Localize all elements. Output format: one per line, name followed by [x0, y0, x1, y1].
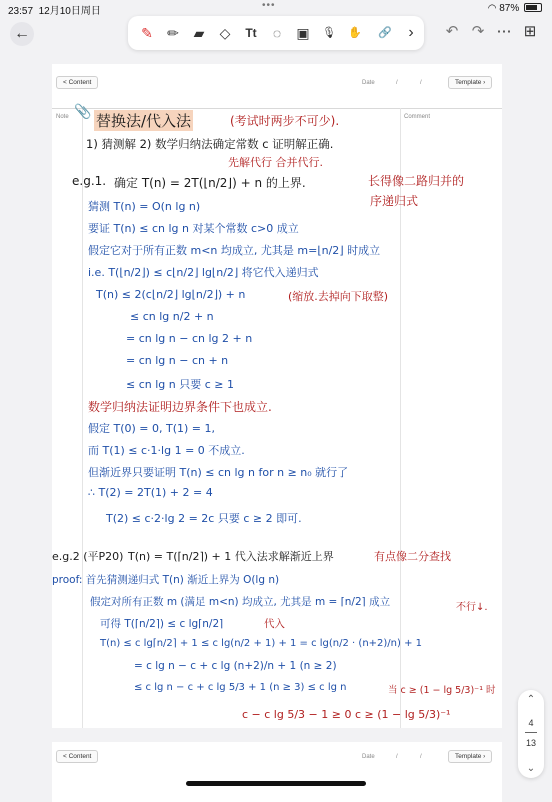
hand-icon[interactable]: ✋	[348, 27, 362, 39]
battery-icon	[524, 3, 542, 12]
derivation-line-4: = cn lg n − cn + n	[126, 354, 229, 367]
proof-line-6: ≤ c lg n − c + c lg 5/3 + 1 (n ≥ 3) ≤ c lg n	[134, 682, 347, 693]
next-notebook-page[interactable]	[52, 742, 502, 802]
more-tools-icon[interactable]: ›	[408, 24, 414, 41]
current-page-number: 4	[528, 718, 534, 728]
proof-line-7: c − c lg 5/3 − 1 ≥ 0 c ≥ (1 − lg 5/3)⁻¹	[242, 708, 451, 721]
goal-line: 要证 T(n) ≤ cn lg n 对某个常数 c>0 成立	[88, 222, 299, 235]
note-title: 替换法/代入法	[96, 112, 192, 130]
proof-remark: 不行↓.	[456, 602, 488, 613]
notebook-page[interactable]	[52, 64, 502, 728]
example1-label: e.g.1.	[72, 174, 107, 188]
status-bar	[0, 0, 552, 16]
derivation-line-3: = cn lg n − cn lg 2 + n	[126, 332, 253, 345]
home-indicator[interactable]	[186, 781, 366, 786]
proof-line-4: T(n) ≤ c lg⌈n/2⌉ + 1 ≤ c lg(n/2 + 1) + 1 = c lg(n/2 · (n+2)/n) + 1	[100, 638, 423, 649]
pencil-icon[interactable]: ✏	[167, 25, 179, 41]
date-slash-1: /	[396, 80, 398, 86]
date-slash-page2-2: /	[420, 754, 422, 760]
microphone-icon[interactable]: 🎙	[322, 27, 336, 39]
template-button[interactable]: Template ›	[448, 76, 492, 89]
status-right	[488, 2, 542, 14]
more-options-icon[interactable]: ⋯	[496, 23, 512, 40]
page-fraction-divider	[525, 732, 537, 733]
battery-percent: 87%	[499, 3, 520, 14]
image-icon[interactable]: ▣	[296, 25, 310, 41]
pen-icon[interactable]: ✎	[141, 25, 153, 41]
text-tool-icon[interactable]: Tt	[245, 26, 257, 40]
date-slash-page2-1: /	[396, 754, 398, 760]
wifi-icon: ◠	[487, 3, 497, 14]
ex1-side-note-2: 序递归式	[370, 194, 419, 208]
redo-icon[interactable]: ↷	[471, 23, 485, 40]
page-navigator	[518, 690, 544, 778]
example2-label: e.g.2 (平P20)	[52, 550, 124, 563]
date-slash-2: /	[420, 80, 422, 86]
t2-bound-line: T(2) ≤ c·2·lg 2 = 2c 只要 c ≥ 2 即可.	[106, 512, 302, 525]
example2-statement: T(n) = T(⌈n/2⌉) + 1 代入法求解渐近上界	[128, 550, 334, 563]
note-column-label: Note	[56, 114, 69, 120]
link-icon[interactable]: 🔗	[378, 27, 392, 39]
assume-line: 假定它对于所有正数 m<n 均成立, 尤其是 m=⌊n/2⌋ 时成立	[88, 244, 381, 257]
status-date: 12月10日周日	[38, 6, 101, 17]
derivation-line-5: ≤ cn lg n 只要 c ≥ 1	[126, 378, 234, 391]
derivation-line-1: T(n) ≤ 2(c⌊n/2⌋ lg⌊n/2⌋) + n	[96, 288, 246, 301]
scaling-remark: (缩放.去掉向下取整)	[288, 290, 389, 303]
header-rule	[52, 108, 502, 109]
proof-condition: 当 c ≥ (1 − lg 5/3)⁻¹ 时	[388, 685, 496, 696]
proof-line-5: = c lg n − c + c lg (n+2)/n + 1 (n ≥ 2)	[134, 660, 337, 672]
page-grid-icon[interactable]: ⊞	[523, 23, 537, 40]
asymptotic-line: 但渐近界只要证明 T(n) ≤ cn lg n for n ≥ n₀ 就行了	[88, 466, 349, 479]
substitute-remark: 代入	[264, 618, 285, 630]
example1-statement: 确定 T(n) = 2T(⌊n/2⌋) + n 的上界.	[114, 176, 306, 190]
base-case-line: 假定 T(0) = 0, T(1) = 1,	[88, 422, 216, 435]
date-label: Date	[362, 80, 375, 86]
page-up-icon[interactable]: ⌃	[526, 694, 536, 705]
contents-button-page2[interactable]: < Content	[56, 750, 98, 763]
status-time: 23:57	[8, 6, 34, 17]
date-label-page2: Date	[362, 754, 375, 760]
status-time-date	[8, 2, 101, 17]
highlighter-icon[interactable]: ▰	[193, 25, 205, 41]
page-down-icon[interactable]: ⌄	[526, 763, 536, 774]
derivation-line-2: ≤ cn lg n/2 + n	[130, 310, 214, 323]
tool-palette	[128, 16, 424, 50]
multitask-dots-icon[interactable]: •••	[262, 0, 276, 11]
ex1-side-note: 长得像二路归并的	[368, 174, 465, 188]
total-pages: 13	[525, 738, 536, 748]
template-button-page2[interactable]: Template ›	[448, 750, 492, 763]
proof-line-1: proof: 首先猜测递归式 T(n) 渐近上界为 O(lg n)	[52, 574, 280, 586]
substitute-line: i.e. T(⌊n/2⌋) ≤ c⌊n/2⌋ lg⌊n/2⌋ 将它代入递归式	[88, 266, 319, 279]
t2-value-line: ∴ T(2) = 2T(1) + 2 = 4	[88, 486, 213, 499]
undo-icon[interactable]: ↶	[445, 23, 459, 40]
method-steps: 1) 猜测解 2) 数学归纳法确定常数 c 证明解正确.	[86, 137, 334, 151]
back-button[interactable]	[10, 22, 34, 46]
proof-line-3: 可得 T(⌈n/2⌉) ≤ c lg⌈n/2⌉	[100, 618, 224, 630]
comment-column-label: Comment	[404, 114, 431, 120]
proof-line-2: 假定对所有正数 m (满足 m<n) 均成立, 尤其是 m = ⌈n/2⌉ 成立	[90, 596, 391, 608]
contents-button[interactable]: < Content	[56, 76, 98, 89]
arrow-left-icon: ←	[14, 25, 30, 42]
ex2-side-note: 有点像二分查找	[374, 550, 451, 563]
eraser-icon[interactable]: ◇	[219, 25, 231, 41]
ex1-red-remark: 先解代行 合并代行.	[228, 156, 323, 169]
guess-line: 猜测 T(n) = O(n lg n)	[88, 200, 201, 213]
paperclip-icon: 📎	[74, 104, 92, 120]
note-title-remark: (考试时两步不可少).	[230, 114, 340, 128]
lasso-icon[interactable]: ◌	[272, 25, 282, 41]
note-column-divider	[82, 108, 83, 728]
induction-boundary-note: 数学归纳法证明边界条件下也成立.	[88, 400, 272, 414]
base-case-fail-line: 而 T(1) ≤ c·1·lg 1 = 0 不成立.	[88, 444, 245, 457]
